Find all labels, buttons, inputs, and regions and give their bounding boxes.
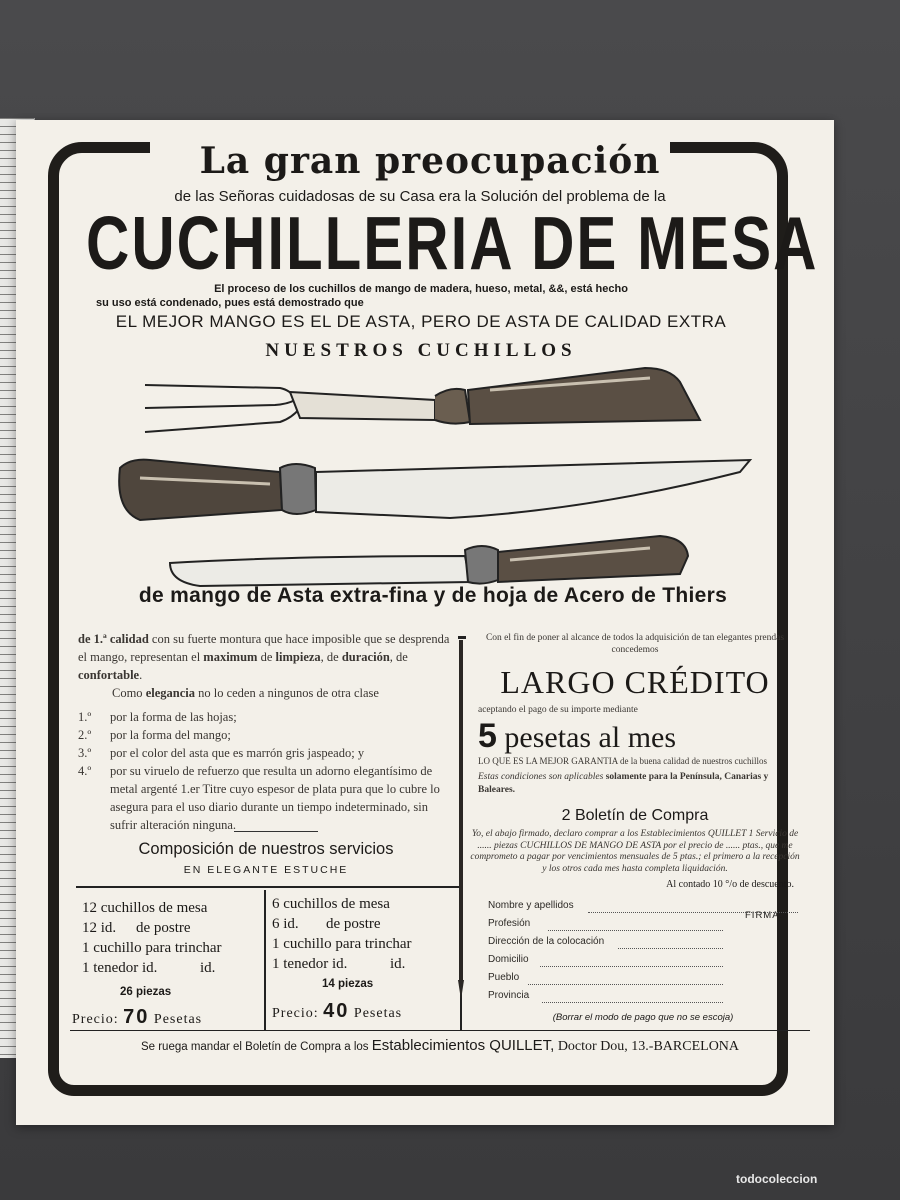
our-knives-heading: NUESTROS CUCHILLOS: [265, 340, 577, 361]
set-26-pieces: [82, 898, 222, 978]
text-fragment: .: [139, 668, 143, 682]
ad-subtitle: de las Señoras cuidadosas de su Casa era la Solución del problema de la: [174, 188, 666, 205]
process-line-2: su uso está condenado, pues está demostrado que: [96, 297, 364, 309]
text-fragment: , de: [320, 650, 342, 664]
set-row: 1 tenedor id. id.: [272, 956, 406, 972]
elegance-paragraph: [78, 684, 450, 702]
text-fragment: , de: [389, 650, 408, 664]
footer-address: [70, 1037, 810, 1055]
set-row: 1 cuchillo para trinchar: [82, 940, 222, 956]
form-field-address[interactable]: Dirección de la colocación: [488, 936, 798, 954]
list-item: 3.º por el color del asta que es marrón gris jaspeado; y: [78, 746, 365, 760]
credit-title: LARGO CRÉDITO: [500, 664, 770, 700]
elegance-emphasis: elegancia: [145, 686, 195, 700]
order-form-title: 2 Boletín de Compra: [561, 807, 709, 824]
price-value: 40: [323, 1000, 350, 1022]
quality-paragraph: [78, 630, 450, 684]
set-14-price: [272, 1000, 402, 1023]
payment-text: pesetas al mes: [504, 721, 677, 754]
ad-title: La gran preocupación: [199, 140, 661, 182]
description-column: [78, 630, 450, 834]
signature-label: FIRMA:: [745, 910, 784, 921]
field-line: [618, 948, 723, 949]
services-divider: [264, 890, 266, 1030]
text-fragment: Como: [112, 686, 146, 700]
conditions-note: Estas condiciones son aplicables solamente para la Península, Canarias y Baleares.: [478, 772, 769, 795]
field-line: [540, 966, 723, 967]
carving-knife-illustration: [119, 460, 750, 520]
set-14-pieces-count: 14 piezas: [322, 978, 374, 990]
price-label: Precio:: [272, 1006, 319, 1021]
list-item: 4.º por su viruelo de refuerzo que resulta un adorno elegantísimo de metal argenté 1.er Titre cuyo espesor de plata pura que lo cubre lo asegura para el uso diario durante un tiempo indeterminado, sin sufrir alteración ninguna.: [78, 764, 440, 832]
comfort-emphasis: confortable: [78, 668, 140, 682]
duration-emphasis: duración: [341, 650, 390, 664]
bracket-top: [458, 636, 466, 639]
form-field-town[interactable]: Pueblo: [488, 972, 798, 990]
list-item: 2.º por la forma del mango;: [78, 728, 231, 742]
payment-note: (Borrar el modo de pago que no se escoja): [552, 1012, 734, 1023]
field-line: [548, 930, 723, 931]
quality-text: con su fuerte montura que hace imposible que se desprenda el mango, representan el: [78, 632, 450, 664]
quality-emphasis: de 1.ª calidad: [78, 632, 149, 646]
services-top-rule: [76, 886, 460, 888]
set-row: 12 cuchillos de mesa: [82, 900, 208, 916]
monthly-payment: [470, 717, 800, 756]
process-line-1: El proceso de los cuchillos de mango de madera, hueso, metal, &&, está hecho: [214, 283, 628, 295]
set-26-pieces-count: 26 piezas: [120, 986, 172, 998]
ad-headline: CUCHILLERIA DE MESA: [86, 201, 819, 285]
set-row: 12 id. de postre: [82, 920, 191, 936]
order-form-fields: [488, 900, 798, 1008]
best-handle-line: EL MEJOR MANGO ES EL DE ASTA, PERO DE ASTA DE CALIDAD EXTRA: [115, 312, 727, 331]
field-line: [528, 984, 723, 985]
form-field-residence[interactable]: Domicilio: [488, 954, 798, 972]
set-row: 6 id. de postre: [272, 916, 381, 932]
footer-lead: Se ruega mandar el Boletín de Compra a los: [140, 1041, 372, 1053]
carving-fork-illustration: [145, 368, 700, 432]
set-14-pieces: [272, 894, 412, 974]
price-currency: Pesetas: [353, 1006, 403, 1021]
footer-rule: [70, 1030, 810, 1031]
form-field-province[interactable]: Provincia: [488, 990, 798, 1008]
field-line: [588, 912, 798, 913]
set-row: 6 cuchillos de mesa: [272, 896, 390, 912]
watermark-logo: todocoleccion: [736, 1172, 818, 1186]
list-item: 1.º por la forma de las hojas;: [78, 710, 237, 724]
set-row: 1 cuchillo para trinchar: [272, 936, 412, 952]
footer-company: Establecimientos QUILLET,: [371, 1037, 555, 1054]
cash-discount: Al contado 10 °/o de descuento.: [666, 879, 794, 890]
cutlery-illustration: [90, 360, 760, 595]
cleanliness-emphasis: limpieza: [275, 650, 321, 664]
short-divider: [234, 831, 318, 832]
field-line: [542, 1002, 723, 1003]
set-26-price: [72, 1006, 202, 1029]
footer-street: Doctor Dou, 13.-BARCELONA: [554, 1039, 740, 1054]
text-fragment: de: [257, 650, 276, 664]
reasons-list: [78, 708, 450, 834]
price-currency: Pesetas: [153, 1012, 203, 1027]
price-value: 70: [123, 1006, 150, 1028]
credit-intro: Con el fin de poner al alcance de todos la adquisición de tan elegantes prendas concedemos: [485, 633, 785, 655]
form-field-profession[interactable]: Profesión: [488, 918, 798, 936]
pencil-rule: [458, 640, 464, 1000]
form-field-name[interactable]: Nombre y apellidos: [488, 900, 798, 918]
guarantee-note: LO QUE ES LA MEJOR GARANTIA de la buena calidad de nuestros cuchillos: [478, 756, 767, 766]
order-declaration: Yo, el abajo firmado, declaro comprar a los Establecimientos QUILLET 1 Servicio de ...... piezas CUCHILLOS DE MANGO DE ASTA por el precio de ...... ptas., que me comprometo a pagar por vencimientos mensuales de 5 ptas.; el primero a la recepción y los otros cada mes hasta completa liquidación.: [470, 829, 800, 874]
handle-tagline: de mango de Asta extra-fina y de hoja de Acero de Thiers: [138, 584, 728, 607]
set-row: 1 tenedor id. id.: [82, 960, 216, 976]
maximum-emphasis: maximum: [203, 650, 258, 664]
price-label: Precio:: [72, 1012, 119, 1027]
services-title: Composición de nuestros servicios: [138, 840, 394, 858]
services-subtitle: EN ELEGANTE ESTUCHE: [183, 864, 349, 876]
credit-accepting: aceptando el pago de su importe mediante: [478, 705, 638, 715]
credit-column: [470, 632, 800, 890]
payment-amount: 5: [478, 717, 497, 755]
text-fragment: no lo ceden a ningunos de otra clase: [194, 686, 379, 700]
table-knife-illustration: [170, 536, 688, 586]
